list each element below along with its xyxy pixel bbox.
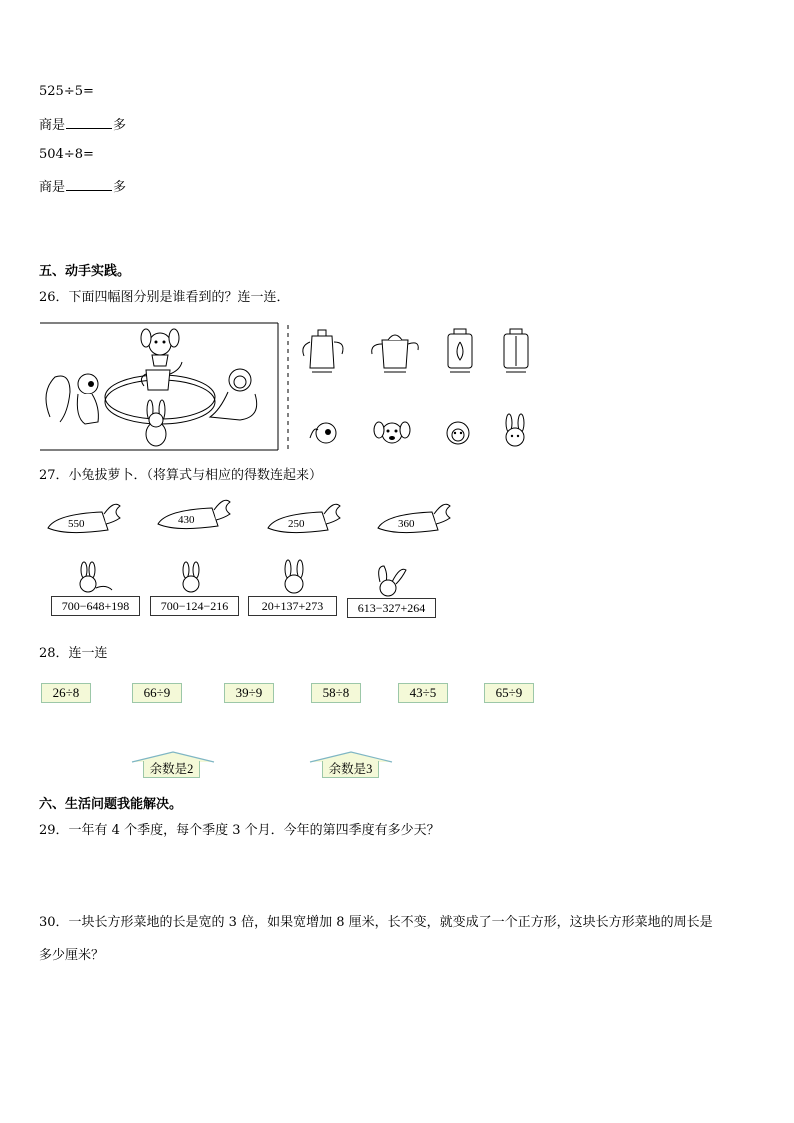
question-27-text: 27．小兔拔萝卜．（将算式与相应的得数连起来）	[39, 468, 323, 483]
carrot-value: 360	[398, 518, 415, 530]
dog-head-icon	[372, 418, 412, 448]
quotient-prefix: 商是	[39, 180, 66, 195]
expression-box[interactable]: 20+137+273	[248, 596, 337, 616]
quotient-line-2	[39, 178, 126, 196]
quotient-prefix: 商是	[39, 118, 66, 133]
question-30-line-2: 多少厘米？	[39, 948, 105, 963]
rabbit-head-icon	[498, 414, 532, 448]
expression-box[interactable]: 613−327+264	[347, 598, 436, 618]
division-box[interactable]: 26÷8	[41, 683, 91, 703]
teapot-view-2	[368, 328, 423, 376]
rabbit-icon	[272, 560, 316, 596]
quotient-suffix: 多	[113, 118, 127, 133]
question-30-line-1: 30．一块长方形菜地的长是宽的 3 倍，如果宽增加 8 厘米，长不变，就变成了一个正方形，这块长方形菜地的周长是	[39, 915, 713, 930]
carrot-550	[46, 500, 126, 540]
teapot-view-4	[498, 328, 534, 376]
equation-504-div-8: 504÷8=	[39, 147, 94, 162]
division-box[interactable]: 39÷9	[224, 683, 274, 703]
equation-525-div-5: 525÷5=	[39, 84, 94, 99]
division-box[interactable]: 43÷5	[398, 683, 448, 703]
question-28-text: 28．连一连	[39, 646, 108, 661]
expression-box[interactable]: 700−124−216	[150, 596, 239, 616]
dashed-divider	[286, 325, 290, 450]
carrot-value: 250	[288, 518, 305, 530]
remainder-label[interactable]: 余数是2	[143, 761, 200, 778]
remainder-label[interactable]: 余数是3	[322, 761, 379, 778]
carrot-value: 430	[178, 514, 195, 526]
carrot-360	[376, 500, 456, 540]
teapot-view-3	[442, 328, 478, 376]
question-29-text: 29．一年有 4 个季度，每个季度 3 个月．今年的第四季度有多少天？	[39, 823, 440, 838]
answer-blank[interactable]	[66, 178, 112, 191]
rabbit-icon	[172, 562, 212, 596]
monkey-head-icon	[442, 418, 474, 448]
rabbit-icon	[366, 564, 414, 598]
carrot-value: 550	[68, 518, 85, 530]
carrot-430	[156, 496, 236, 536]
section-6-title: 六、生活问题我能解决。	[39, 797, 183, 812]
quotient-suffix: 多	[113, 180, 127, 195]
expression-box[interactable]: 700−648+198	[51, 596, 140, 616]
table-scene-illustration	[40, 322, 280, 452]
division-box[interactable]: 66÷9	[132, 683, 182, 703]
rabbit-icon	[66, 562, 116, 596]
squirrel-head-icon	[306, 418, 342, 448]
carrot-250	[266, 500, 346, 540]
teapot-view-1	[298, 328, 348, 376]
question-26-text: 26．下面四幅图分别是谁看到的？连一连．	[39, 290, 290, 305]
division-box[interactable]: 65÷9	[484, 683, 534, 703]
division-box[interactable]: 58÷8	[311, 683, 361, 703]
section-5-title: 五、动手实践。	[39, 264, 131, 279]
answer-blank[interactable]	[66, 116, 112, 129]
quotient-line-1	[39, 116, 126, 134]
